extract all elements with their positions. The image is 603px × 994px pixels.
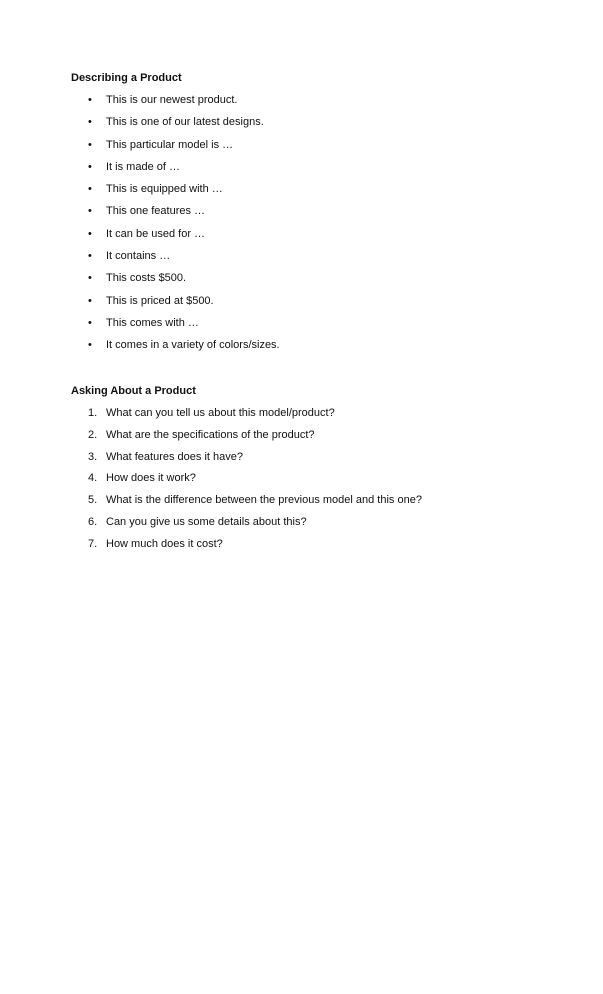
list-item: [71, 427, 551, 443]
bullet-icon: •: [88, 339, 92, 352]
list-item-text: This is one of our latest designs.: [106, 116, 264, 129]
list-item-text: What features does it have?: [106, 450, 243, 463]
list-item: [71, 248, 551, 264]
list-item: [71, 92, 551, 108]
list-item: [71, 270, 551, 286]
list-number: 1.: [88, 407, 98, 419]
list-item-text: What can you tell us about this model/product?: [106, 407, 335, 419]
list-number: 5.: [88, 494, 98, 507]
list-item: [71, 159, 551, 175]
list-number: 6.: [88, 515, 98, 528]
list-item-text: This comes with …: [106, 316, 199, 329]
list-item-text: This one features …: [106, 205, 206, 218]
bullet-icon: •: [88, 205, 92, 218]
list-item: [71, 449, 551, 465]
list-item: [71, 536, 551, 552]
list-item: [71, 514, 551, 530]
list-item-text: This is priced at $500.: [106, 294, 214, 307]
list-item-text: This is our newest product.: [106, 94, 238, 106]
describing-list: [71, 92, 551, 353]
bullet-icon: •: [88, 227, 92, 240]
bullet-icon: •: [88, 250, 92, 263]
list-item-text: This costs $500.: [106, 272, 187, 285]
bullet-icon: •: [88, 316, 92, 329]
list-item-text: What are the specifications of the product?: [106, 428, 315, 441]
list-number: 7.: [88, 537, 98, 550]
list-item-text: How much does it cost?: [106, 537, 223, 550]
list-number: 4.: [88, 472, 98, 485]
bullet-icon: •: [88, 183, 92, 196]
list-item-text: It contains …: [106, 250, 171, 263]
list-item: [71, 337, 551, 353]
list-number: 2.: [88, 428, 98, 441]
bullet-icon: •: [88, 272, 92, 285]
bullet-icon: •: [88, 294, 92, 307]
list-item-text: What is the difference between the previous model and this one?: [106, 494, 422, 507]
bullet-icon: •: [88, 116, 92, 129]
asking-section: [71, 383, 551, 558]
asking-heading: Asking About a Product: [71, 385, 196, 397]
list-item: [71, 137, 551, 153]
list-item-text: Can you give us some details about this?: [106, 515, 307, 528]
list-item: [71, 181, 551, 197]
list-item: [71, 470, 551, 486]
list-item: [71, 293, 551, 309]
asking-list: [71, 405, 551, 552]
list-item-text: It comes in a variety of colors/sizes.: [106, 339, 280, 352]
list-item: [71, 315, 551, 331]
list-item: [71, 114, 551, 130]
list-item-text: It can be used for …: [106, 227, 206, 240]
list-item: [71, 405, 551, 421]
describing-section: [71, 70, 551, 360]
bullet-icon: •: [88, 160, 92, 173]
list-item-text: How does it work?: [106, 472, 196, 485]
list-item-text: This is equipped with …: [106, 183, 223, 196]
list-item: [71, 203, 551, 219]
list-item: [71, 226, 551, 242]
list-number: 3.: [88, 450, 98, 463]
list-item-text: This particular model is …: [106, 138, 234, 151]
bullet-icon: •: [88, 94, 92, 106]
bullet-icon: •: [88, 138, 92, 151]
list-item-text: It is made of …: [106, 160, 180, 173]
list-item: [71, 492, 551, 508]
describing-heading: Describing a Product: [71, 72, 182, 84]
